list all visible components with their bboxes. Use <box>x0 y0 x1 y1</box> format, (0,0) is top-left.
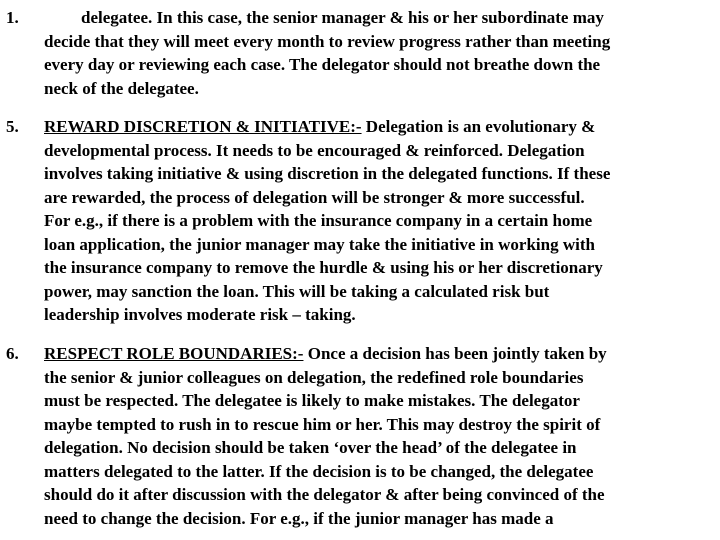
text-line: For e.g., if there is a problem with the insurance company in a certain home <box>44 211 593 230</box>
text-line: involves taking initiative & using discretion in the delegated functions. If these <box>44 164 611 183</box>
text-line: need to change the decision. For e.g., if the junior manager has made a <box>44 508 554 528</box>
text-line: maybe tempted to rush in to rescue him or her. This may destroy the spirit of <box>44 414 601 434</box>
text-line: neck of the delegatee. <box>44 78 199 98</box>
heading-continuation: Once a decision has been jointly taken by <box>303 344 607 363</box>
heading-continuation: Delegation is an evolutionary & <box>361 117 596 136</box>
item-number: 5. <box>6 117 19 136</box>
text-line: leadership involves moderate risk – taking. <box>44 305 356 324</box>
text-line: delegation. No decision should be taken ‘over the head’ of the delegatee in <box>44 438 577 457</box>
text-line: developmental process. It needs to be encouraged & reinforced. Delegation <box>44 140 585 160</box>
text-line: must be respected. The delegatee is likely to make mistakes. The delegator <box>44 391 580 410</box>
text-line: should do it after discussion with the delegator & after being convinced of the <box>44 485 605 504</box>
text-line: are rewarded, the process of delegation will be stronger & more successful. <box>44 187 585 207</box>
text-line: power, may sanction the loan. This will be taking a calculated risk but <box>44 281 550 301</box>
text-line: decide that they will meet every month to review progress rather than meeting <box>44 31 611 51</box>
item-number: 1. <box>6 8 19 27</box>
text-line: the senior & junior colleagues on delegation, the redefined role boundaries <box>44 367 584 387</box>
text-line: loan application, the junior manager may take the initiative in working with <box>44 234 595 254</box>
text-line: delegatee. In this case, the senior manager & his or her subordinate may <box>81 8 604 27</box>
text-line: matters delegated to the latter. If the decision is to be changed, the delegatee <box>44 461 594 481</box>
item-heading: RESPECT ROLE BOUNDARIES:- <box>44 344 304 363</box>
text-line: every day or reviewing each case. The delegator should not breathe down the <box>44 55 601 74</box>
item-first-line <box>44 342 607 366</box>
item-first-line <box>44 115 595 139</box>
item-number: 6. <box>6 344 19 363</box>
text-line: the insurance company to remove the hurdle & using his or her discretionary <box>44 258 603 277</box>
item-heading: REWARD DISCRETION & INITIATIVE:- <box>44 117 362 136</box>
